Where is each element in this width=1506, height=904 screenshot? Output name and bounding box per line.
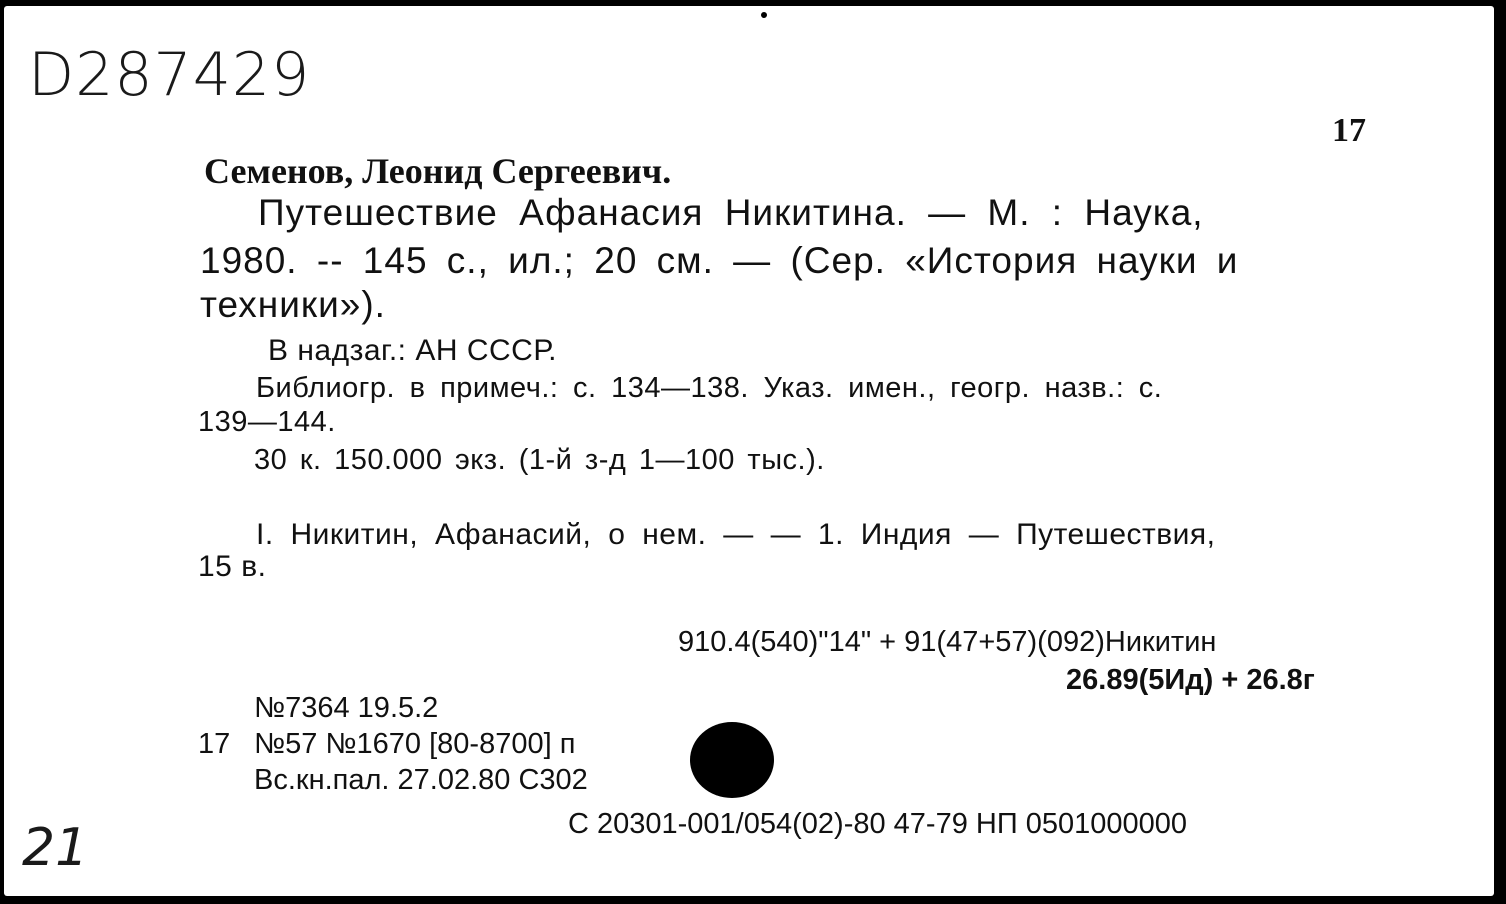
record-line4: С 20301-001/054(02)-80 47-79 НП 0501000000 <box>568 808 1188 840</box>
udc-classification: 910.4(540)"14" + 91(47+57)(092)Никитин <box>678 626 1217 658</box>
subjects-line1: I. Никитин, Афанасий, о нем. — — 1. Индия — Путешествия, <box>256 518 1216 551</box>
ink-dot <box>761 12 767 18</box>
bbk-classification: 26.89(5Ид) + 26.8г <box>1066 664 1315 696</box>
record-line2: №57 №1670 [80-8700] п <box>254 728 576 760</box>
note-price-copies: 30 к. 150.000 экз. (1-й з-д 1—100 тыс.). <box>254 444 825 476</box>
handwritten-corner-mark: 21 <box>22 818 89 878</box>
handwritten-call-number: D287429 <box>28 40 311 110</box>
title-line-1: Путешествие Афанасия Никитина. — М. : Наука, <box>258 192 1204 233</box>
subjects-line2: 15 в. <box>198 550 267 583</box>
title-line-2: 1980. -- 145 с., ил.; 20 см. — (Сер. «История науки и <box>200 240 1239 281</box>
record-line2-prefix: 17 <box>198 728 231 760</box>
author-heading: Семенов, Леонид Сергеевич. <box>204 151 672 191</box>
card-corner-number: 17 <box>1332 112 1366 149</box>
record-line3: Вс.кн.пал. 27.02.80 С302 <box>254 764 588 796</box>
note-bibliography-line2: 139—144. <box>198 406 336 438</box>
note-nadzag: В надзаг.: АН СССР. <box>268 334 558 367</box>
record-line1: №7364 19.5.2 <box>254 692 439 724</box>
title-line-3: техники»). <box>200 284 386 325</box>
punch-hole <box>690 722 774 798</box>
note-bibliography-line1: Библиогр. в примеч.: с. 134—138. Указ. имен., геогр. назв.: с. <box>256 372 1163 404</box>
